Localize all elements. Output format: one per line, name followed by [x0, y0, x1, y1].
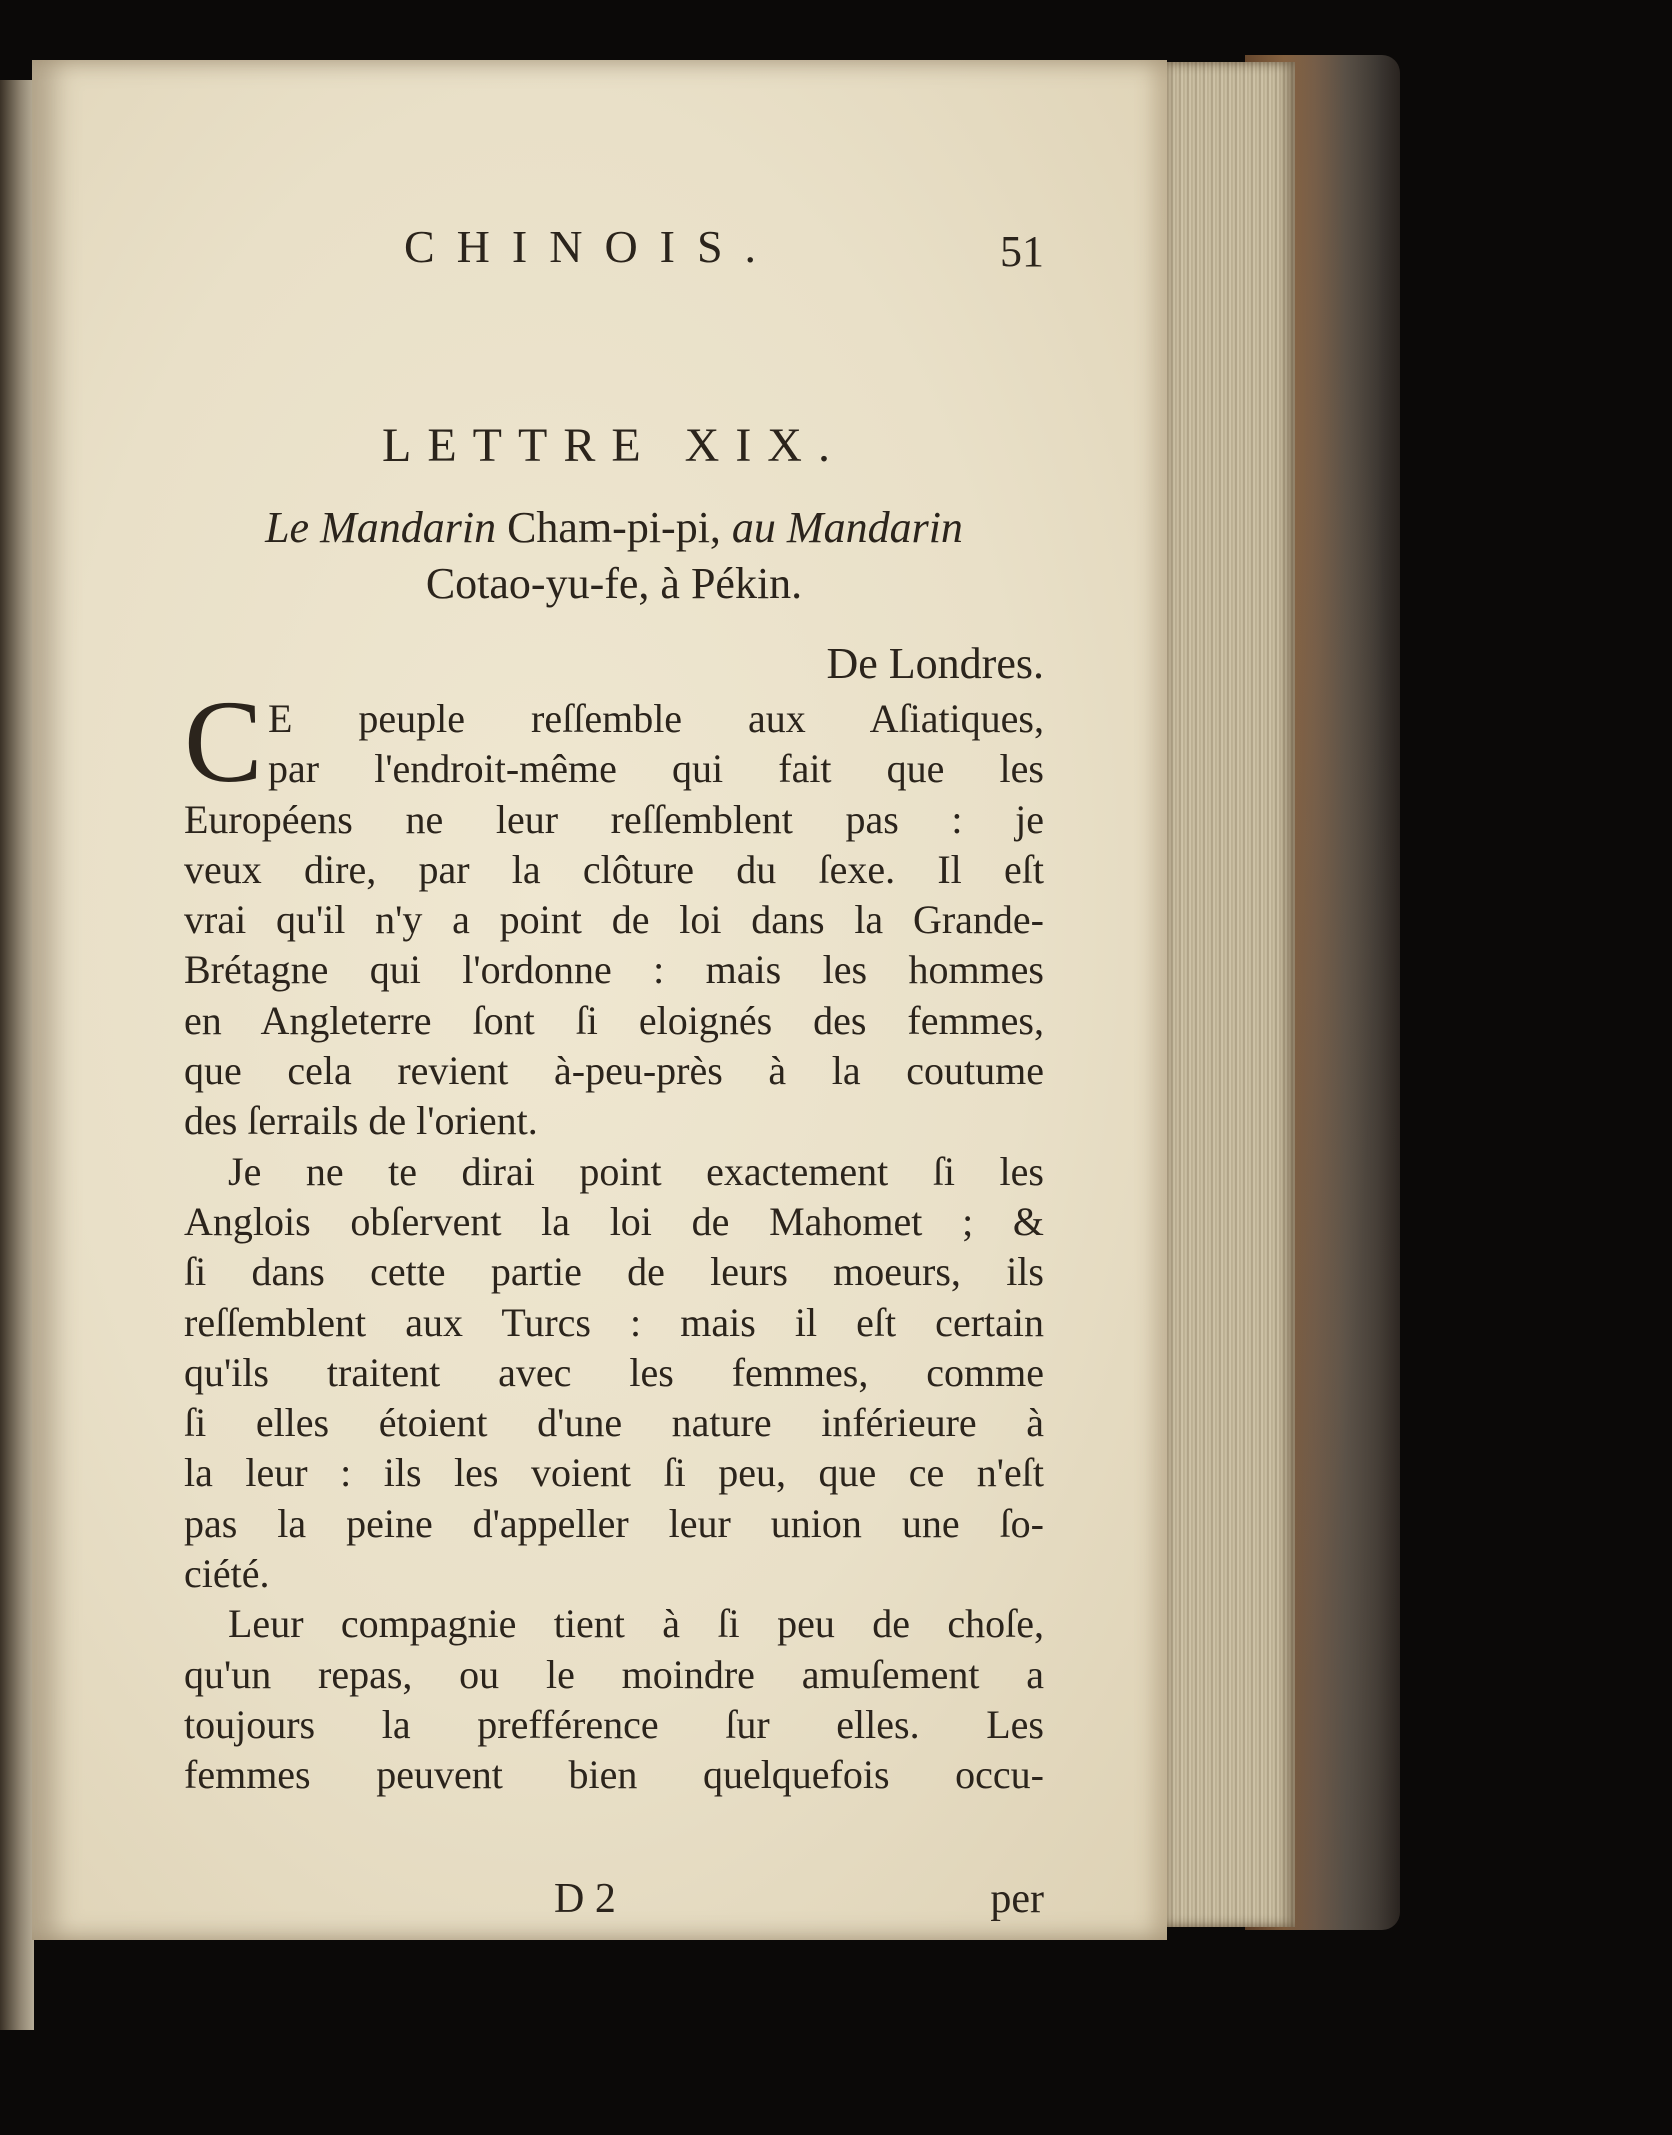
letter-addressee — [184, 500, 1044, 612]
text-line: Je ne te dirai point exactement ſi les — [228, 1148, 1044, 1194]
addressee-le: Le — [265, 503, 310, 552]
text-line: Leur compagnie tient à ſi peu de choſe, — [228, 1601, 1044, 1647]
text-line: ſi dans cette partie de leurs moeurs, ils — [184, 1249, 1044, 1295]
page-block-edges — [1160, 62, 1295, 1927]
text-line: en Angleterre ſont ſi eloignés des femmes, — [184, 997, 1044, 1043]
text-line: Anglois obſervent la loi de Mahomet ; & — [184, 1198, 1044, 1244]
text-line: qu'un repas, ou le moindre amuſement a — [184, 1651, 1044, 1697]
text-line: Brétagne qui l'ordonne : mais les hommes — [184, 947, 1044, 993]
drop-cap: C — [184, 676, 263, 807]
running-title: CHINOIS. — [404, 221, 779, 272]
text-line: qu'ils traitent avec les femmes, comme — [184, 1349, 1044, 1395]
running-head — [184, 220, 1044, 290]
text-line: reſſemblent aux Turcs : mais il eſt certain — [184, 1299, 1044, 1345]
text-line: pas la peine d'appeller leur union une ſo- — [184, 1500, 1044, 1546]
signature-mark: D 2 — [554, 1876, 616, 1922]
letter-heading: LETTRE XIX. — [382, 419, 846, 472]
text-line: la leur : ils les voient ſi peu, que ce n'eſt — [184, 1450, 1044, 1496]
text-line: Européens ne leur reſſemblent pas : je — [184, 796, 1044, 842]
addressee-line-1 — [184, 500, 1044, 556]
dateline: De Londres. — [826, 639, 1044, 688]
text-line: vrai qu'il n'y a point de loi dans la Grande- — [184, 897, 1044, 943]
text-line: E peuple reſſemble aux Aſiatiques, — [268, 696, 1044, 741]
book-page — [32, 60, 1167, 1940]
body-text — [184, 676, 1044, 1801]
addressee-mandarin-2: Mandarin — [786, 503, 963, 552]
text-line: toujours la prefférence ſur elles. Les — [184, 1701, 1044, 1747]
text-line: par l'endroit-même qui fait que les — [268, 746, 1044, 792]
catchword: per — [990, 1876, 1044, 1922]
text-line: veux dire, par la clôture du ſexe. Il eſt — [184, 846, 1044, 892]
text-line: que cela revient à-peu-près à la coutume — [184, 1048, 1044, 1094]
addressee-mandarin: Mandarin — [320, 503, 497, 552]
text-line: ſi elles étoient d'une nature inférieure à — [184, 1400, 1044, 1446]
page-number: 51 — [1000, 227, 1044, 276]
previous-page-edge — [0, 80, 34, 2030]
text-line: ciété. — [184, 1551, 270, 1597]
text-line: femmes peuvent bien quelquefois occu- — [184, 1752, 1044, 1798]
addressee-sender-name: Cham-pi-pi, — [507, 503, 721, 552]
addressee-line-2: Cotao-yu-fe, à Pékin. — [425, 559, 803, 608]
addressee-au: au — [731, 503, 776, 552]
text-line: des ſerrails de l'orient. — [184, 1098, 538, 1144]
